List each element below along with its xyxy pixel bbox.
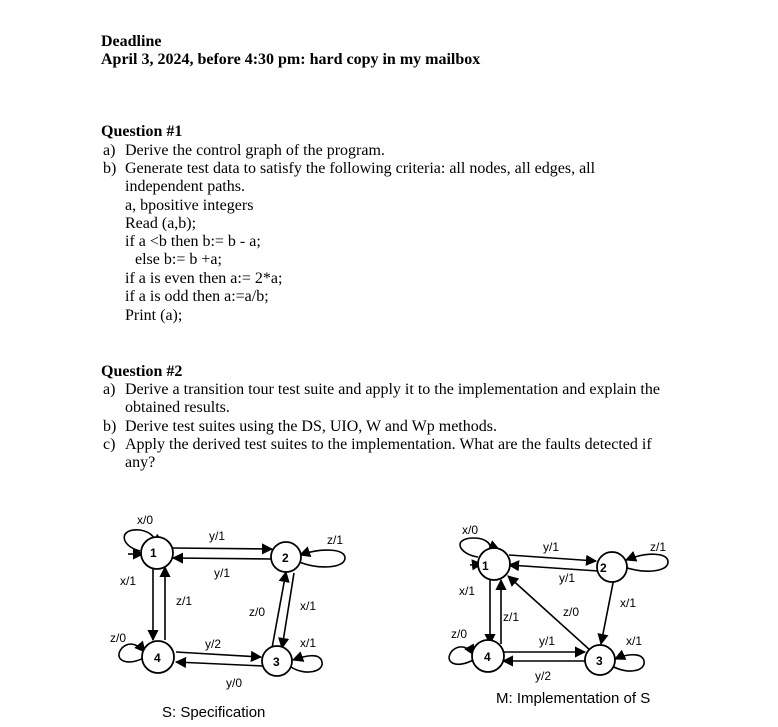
impl-edge-2-1 <box>509 565 598 571</box>
impl-state-3-label: 3 <box>596 654 603 668</box>
q1-item-b-label: b) <box>103 160 117 177</box>
impl-label-s2-self: z/1 <box>650 540 667 554</box>
q2-item-a-label: a) <box>103 381 116 398</box>
deadline-title: Deadline <box>101 33 162 50</box>
spec-label-e21: y/1 <box>214 566 231 580</box>
q2-item-b-label: b) <box>103 418 117 435</box>
spec-caption: S: Specification <box>162 704 266 721</box>
spec-state-1-label: 1 <box>150 546 157 560</box>
program-line-2: Read (a,b); <box>125 215 197 232</box>
q2-item-c-label: c) <box>103 436 116 453</box>
question-2-title: Question #2 <box>101 363 183 380</box>
q1-item-a-text: Derive the control graph of the program. <box>125 142 385 159</box>
impl-label-e23: x/1 <box>620 596 637 610</box>
q2-item-a-text: Derive a transition tour test suite and apply it to the implementation and explain the <box>125 381 660 398</box>
spec-label-e12: y/1 <box>209 529 226 543</box>
program-line-3: if a <b then b:= b - a; <box>125 233 261 250</box>
spec-label-s3-self: x/1 <box>300 636 317 650</box>
impl-label-e34: y/2 <box>535 669 552 683</box>
program-line-1: a, bpositive integers <box>125 197 254 214</box>
q2-item-a-continuation: obtained results. <box>125 399 230 416</box>
spec-label-s2-self: z/1 <box>327 533 344 547</box>
impl-label-e14: x/1 <box>459 584 476 598</box>
impl-label-s1-self: x/0 <box>462 523 479 537</box>
spec-label-e32: z/0 <box>249 605 266 619</box>
spec-state-2-label: 2 <box>282 551 289 565</box>
impl-state-4-label: 4 <box>484 650 491 664</box>
program-line-4: else b:= b +a; <box>135 251 222 268</box>
impl-label-e31: z/0 <box>563 605 580 619</box>
spec-state-4-label: 4 <box>154 651 161 665</box>
deadline-text: April 3, 2024, before 4:30 pm: hard copy in my mailbox <box>101 51 481 68</box>
spec-label-e34: y/0 <box>226 676 243 690</box>
q1-item-a-label: a) <box>103 142 116 159</box>
impl-label-e43: y/1 <box>539 634 556 648</box>
program-line-6: if a is odd then a:=a/b; <box>125 288 269 305</box>
impl-label-e41: z/1 <box>503 610 520 624</box>
spec-label-e43: y/2 <box>205 637 222 651</box>
spec-label-e14: x/1 <box>120 574 137 588</box>
impl-s3-self-loop <box>612 655 644 671</box>
impl-edge-2-3 <box>601 578 614 644</box>
program-line-7: Print (a); <box>125 307 183 324</box>
spec-label-e41: z/1 <box>176 594 193 608</box>
spec-state-3-label: 3 <box>273 655 280 669</box>
impl-state-2-label: 2 <box>600 561 607 575</box>
q1-item-b-continuation: independent paths. <box>125 178 245 195</box>
spec-label-s1-self: x/0 <box>137 513 154 527</box>
impl-edge-1-2 <box>509 555 596 561</box>
impl-s2-self-loop <box>624 554 668 571</box>
impl-label-e12: y/1 <box>543 540 560 554</box>
q2-item-b-text: Derive test suites using the DS, UIO, W and Wp methods. <box>125 418 497 435</box>
spec-label-s4-self: z/0 <box>110 631 127 645</box>
question-1-title: Question #1 <box>101 123 183 140</box>
program-line-5: if a is even then a:= 2*a; <box>125 270 283 287</box>
impl-caption: M: Implementation of S <box>496 690 651 707</box>
q2-item-c-continuation: any? <box>125 454 156 471</box>
q2-item-c-text: Apply the derived test suites to the implementation. What are the faults detected if <box>125 436 652 453</box>
impl-label-e21: y/1 <box>559 571 576 585</box>
impl-label-s3-self: x/1 <box>626 634 643 648</box>
q1-item-b-text: Generate test data to satisfy the following criteria: all nodes, all edges, all <box>125 160 596 177</box>
impl-label-s4-self: z/0 <box>451 627 468 641</box>
spec-label-e23: x/1 <box>300 599 317 613</box>
impl-state-1-label: 1 <box>482 559 489 573</box>
